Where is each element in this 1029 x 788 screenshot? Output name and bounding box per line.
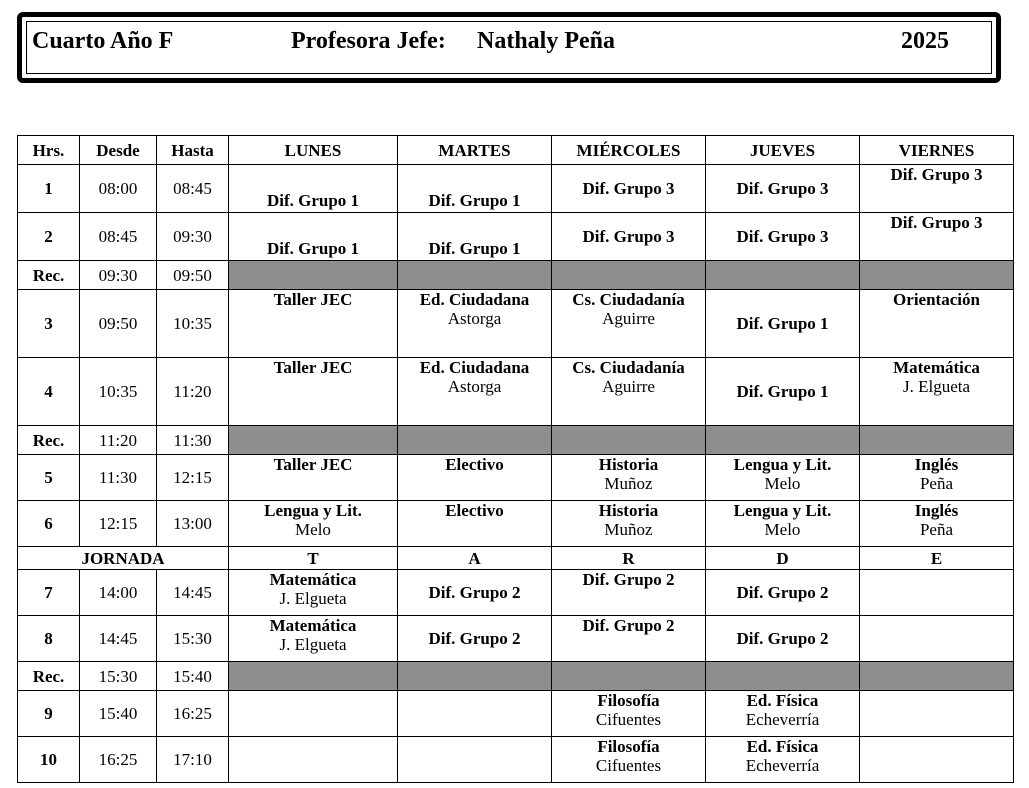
column-header: MIÉRCOLES [552,136,706,165]
period-row [18,616,1014,662]
class-cell [706,213,860,261]
subject-name: Dif. Grupo 3 [582,179,675,198]
class-cell [860,691,1014,737]
subject-name: Dif. Grupo 2 [582,570,675,589]
class-cell [229,501,398,547]
subject-name: Ed. Física [746,737,819,756]
end-time: 11:20 [157,358,229,426]
period-number: 7 [18,570,80,616]
subject-name: Electivo [445,455,504,474]
column-header: MARTES [398,136,552,165]
class-cell [860,165,1014,213]
class-cell [229,616,398,662]
start-time: 10:35 [80,358,157,426]
period-number: 3 [18,290,80,358]
class-cell [398,616,552,662]
column-header: JUEVES [706,136,860,165]
class-cell [398,570,552,616]
column-header-row [18,136,1014,165]
start-time: 16:25 [80,737,157,783]
start-time: 15:30 [80,662,157,691]
recess-cell [552,426,706,455]
end-time: 09:30 [157,213,229,261]
class-cell [398,455,552,501]
recess-cell [552,662,706,691]
period-number: Rec. [18,261,80,290]
teacher-surname: Cifuentes [595,756,662,775]
teacher-surname: Melo [295,520,331,539]
class-cell [552,358,706,426]
class-cell [398,501,552,547]
class-cell [552,737,706,783]
tarde-letter: E [860,547,1014,570]
tarde-letter: T [229,547,398,570]
period-row [18,165,1014,213]
recess-cell [398,662,552,691]
class-cell [706,691,860,737]
subject-name: Dif. Grupo 1 [736,314,829,333]
period-row [18,213,1014,261]
teacher-name: Nathaly Peña [477,28,615,54]
subject-name: Filosofía [597,691,660,710]
subject-name: Dif. Grupo 2 [428,629,521,648]
end-time: 15:30 [157,616,229,662]
recess-cell [706,426,860,455]
header-inner-box [26,21,992,74]
subject-name: Matemática [269,616,357,635]
period-number: 10 [18,737,80,783]
recess-row [18,261,1014,290]
teacher-surname: Aguirre [602,309,655,328]
recess-cell [706,662,860,691]
start-time: 08:45 [80,213,157,261]
class-cell [706,616,860,662]
class-cell [552,691,706,737]
class-cell [398,737,552,783]
recess-cell [552,261,706,290]
schedule-table [17,135,1014,783]
period-row [18,501,1014,547]
end-time: 15:40 [157,662,229,691]
subject-name: Dif. Grupo 2 [428,583,521,602]
class-cell [229,290,398,358]
subject-name: Ed. Física [746,691,819,710]
period-number: 9 [18,691,80,737]
jornada-label: JORNADA [18,547,229,570]
class-cell [860,358,1014,426]
subject-name: Matemática [269,570,357,589]
teacher-surname: Echeverría [745,756,820,775]
start-time: 14:00 [80,570,157,616]
subject-name: Dif. Grupo 1 [428,239,521,258]
class-cell [398,165,552,213]
period-number: 4 [18,358,80,426]
class-cell [552,455,706,501]
subject-name: Cs. Ciudadanía [572,358,685,377]
teacher-surname: Melo [764,520,801,539]
class-cell [706,570,860,616]
class-cell [552,570,706,616]
end-time: 16:25 [157,691,229,737]
period-row [18,737,1014,783]
period-row [18,358,1014,426]
end-time: 11:30 [157,426,229,455]
recess-cell [229,261,398,290]
recess-row [18,662,1014,691]
start-time: 11:20 [80,426,157,455]
teacher-label: Profesora Jefe: [291,28,446,54]
end-time: 08:45 [157,165,229,213]
subject-name: Inglés [914,501,959,520]
class-cell [860,455,1014,501]
column-header: Desde [80,136,157,165]
recess-cell [229,662,398,691]
subject-name: Ed. Ciudadana [419,290,530,309]
class-cell [860,737,1014,783]
teacher-surname: J. Elgueta [279,635,347,654]
period-row [18,290,1014,358]
subject-name: Orientación [893,290,980,309]
class-cell [229,455,398,501]
start-time: 15:40 [80,691,157,737]
subject-name: Dif. Grupo 2 [582,616,675,635]
class-cell [860,290,1014,358]
teacher-surname: J. Elgueta [902,377,971,396]
class-cell [229,213,398,261]
subject-name: Lengua y Lit. [733,501,832,520]
subject-name: Lengua y Lit. [733,455,832,474]
end-time: 12:15 [157,455,229,501]
period-number: 2 [18,213,80,261]
subject-name: Matemática [893,358,980,377]
class-cell [398,691,552,737]
subject-name: Taller JEC [273,358,353,377]
class-cell [552,290,706,358]
period-number: 5 [18,455,80,501]
class-cell [706,358,860,426]
teacher-surname: J. Elgueta [279,589,347,608]
class-cell [229,737,398,783]
start-time: 09:50 [80,290,157,358]
class-cell [706,455,860,501]
subject-name: Dif. Grupo 2 [736,629,829,648]
recess-cell [229,426,398,455]
subject-name: Cs. Ciudadanía [572,290,685,309]
teacher-surname: Peña [919,474,954,493]
period-number: Rec. [18,662,80,691]
class-cell [229,570,398,616]
end-time: 09:50 [157,261,229,290]
start-time: 08:00 [80,165,157,213]
period-number: 1 [18,165,80,213]
recess-cell [860,426,1014,455]
class-cell [706,290,860,358]
subject-name: Dif. Grupo 2 [736,583,829,602]
class-cell [706,737,860,783]
class-cell [552,616,706,662]
tarde-letter: D [706,547,860,570]
teacher-surname: Melo [764,474,801,493]
teacher-surname: Muñoz [604,520,653,539]
subject-name: Taller JEC [273,455,353,474]
recess-cell [860,662,1014,691]
class-cell [706,501,860,547]
jornada-row [18,547,1014,570]
class-cell [229,165,398,213]
subject-name: Taller JEC [273,290,353,309]
end-time: 17:10 [157,737,229,783]
start-time: 09:30 [80,261,157,290]
end-time: 10:35 [157,290,229,358]
class-cell [229,691,398,737]
course-name: Cuarto Año F [32,28,174,54]
teacher-surname: Astorga [447,377,502,396]
teacher-surname: Muñoz [604,474,653,493]
column-header: Hasta [157,136,229,165]
class-cell [398,358,552,426]
subject-name: Inglés [914,455,959,474]
subject-name: Dif. Grupo 1 [736,382,829,401]
subject-name: Dif. Grupo 3 [582,227,675,246]
school-year: 2025 [901,28,949,54]
subject-name: Dif. Grupo 3 [736,227,829,246]
recess-cell [398,426,552,455]
class-cell [552,165,706,213]
start-time: 12:15 [80,501,157,547]
class-cell [552,501,706,547]
period-number: Rec. [18,426,80,455]
subject-name: Dif. Grupo 3 [890,165,983,184]
teacher-surname: Aguirre [602,377,655,396]
teacher-surname: Echeverría [745,710,820,729]
period-row [18,691,1014,737]
recess-cell [398,261,552,290]
end-time: 13:00 [157,501,229,547]
subject-name: Dif. Grupo 1 [266,191,360,210]
column-header: LUNES [229,136,398,165]
recess-cell [706,261,860,290]
class-cell [552,213,706,261]
class-cell [860,616,1014,662]
class-cell [229,358,398,426]
tarde-letter: R [552,547,706,570]
end-time: 14:45 [157,570,229,616]
subject-name: Ed. Ciudadana [419,358,530,377]
header-box [17,12,1001,83]
teacher-surname: Astorga [447,309,502,328]
class-cell [398,290,552,358]
period-row [18,455,1014,501]
subject-name: Lengua y Lit. [264,501,362,520]
subject-name: Filosofía [597,737,660,756]
teacher-surname: Peña [919,520,954,539]
subject-name: Dif. Grupo 3 [890,213,983,232]
period-row [18,570,1014,616]
start-time: 11:30 [80,455,157,501]
period-number: 6 [18,501,80,547]
class-cell [398,213,552,261]
class-cell [860,213,1014,261]
class-cell [860,501,1014,547]
subject-name: Dif. Grupo 3 [736,179,829,198]
column-header: VIERNES [860,136,1014,165]
start-time: 14:45 [80,616,157,662]
column-header: Hrs. [18,136,80,165]
tarde-letter: A [398,547,552,570]
subject-name: Electivo [445,501,504,520]
subject-name: Historia [598,501,659,520]
recess-cell [860,261,1014,290]
recess-row [18,426,1014,455]
teacher-surname: Cifuentes [595,710,662,729]
class-cell [860,570,1014,616]
subject-name: Dif. Grupo 1 [428,191,521,210]
class-cell [706,165,860,213]
subject-name: Dif. Grupo 1 [266,239,360,258]
subject-name: Historia [598,455,659,474]
period-number: 8 [18,616,80,662]
